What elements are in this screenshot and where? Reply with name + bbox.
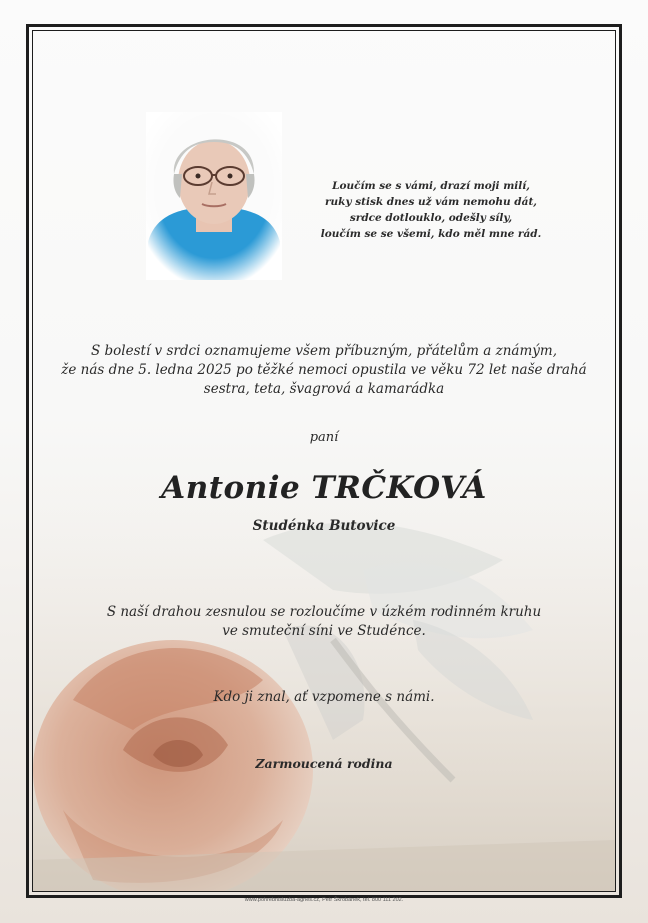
deceased-name: Antonie TRČKOVÁ — [161, 470, 487, 506]
funeral-info-line: ve smuteční síni ve Studénce. — [222, 623, 426, 639]
remembrance-line: Kdo ji znal, ať vzpomene s námi. — [213, 689, 435, 705]
poem-line: loučím se se všemi, kdo měl mne rád. — [320, 228, 542, 240]
death-announcement — [60, 342, 588, 399]
deceased-location: Studénka Butovice — [252, 518, 396, 534]
funeral-info — [60, 603, 588, 641]
poem-line: ruky stisk dnes už vám nemohu dát, — [325, 196, 537, 208]
announcement-line: sestra, teta, švagrová a kamarádka — [203, 381, 445, 397]
announcement-line: že nás dne 5. ledna 2025 po těžké nemoci opustila ve věku 72 let naše drahá — [61, 362, 587, 378]
announcement-line: S bolestí v srdci oznamujeme všem příbuzným, přátelům a známým, — [90, 343, 557, 359]
poem-line: srdce dotlouklo, odešly síly, — [349, 212, 513, 224]
family-signature: Zarmoucená rodina — [255, 756, 393, 771]
poem-line: Loučím se s vámi, drazí moji milí, — [332, 180, 530, 192]
farewell-poem — [318, 178, 544, 242]
funeral-info-line: S naší drahou zesnulou se rozloučíme v úzkém rodinném kruhu — [106, 604, 542, 620]
funeral-service-footer: www.pohrebnisluzba-agnes.cz, Petr Škrobánek, tel. 800 111 202. — [244, 897, 404, 903]
honorific: paní — [309, 430, 339, 445]
portrait-photo — [146, 112, 282, 280]
